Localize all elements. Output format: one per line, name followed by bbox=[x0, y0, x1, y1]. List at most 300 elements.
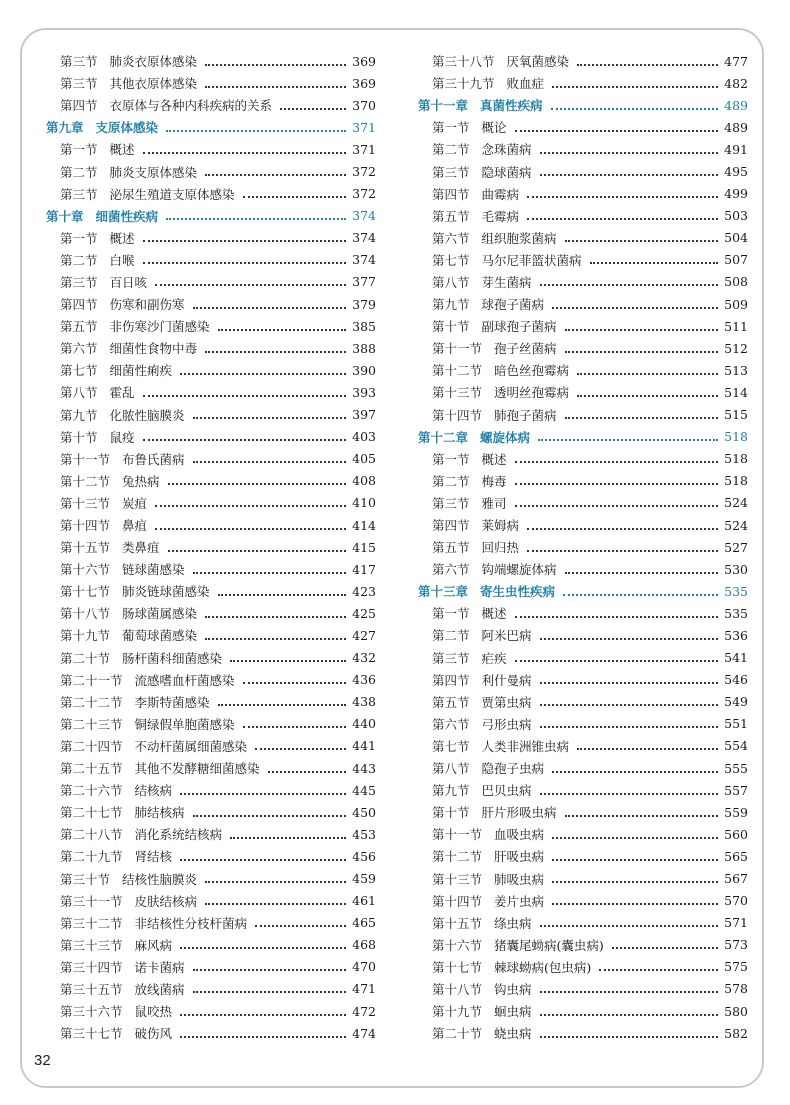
toc-entry-label: 第七节 bbox=[432, 738, 470, 754]
toc-entry-page: 503 bbox=[724, 208, 748, 224]
leader-dots bbox=[527, 527, 718, 530]
toc-section-entry[interactable] bbox=[418, 205, 748, 227]
toc-entry-title: 鼠疫 bbox=[109, 429, 135, 445]
toc-entry-page: 582 bbox=[724, 1025, 748, 1041]
toc-entry-page: 388 bbox=[352, 340, 376, 356]
toc-section-entry[interactable] bbox=[46, 978, 376, 1000]
toc-section-entry[interactable] bbox=[46, 359, 376, 381]
toc-entry-label: 第二十九节 bbox=[60, 849, 123, 865]
toc-entry-title: 链球菌感染 bbox=[122, 562, 185, 578]
toc-entry-page: 549 bbox=[724, 694, 748, 710]
toc-entry-title: 蛔虫病 bbox=[494, 1004, 532, 1020]
toc-entry-page: 374 bbox=[352, 230, 376, 246]
toc-entry-title: 肺炎衣原体感染 bbox=[109, 54, 198, 70]
toc-entry-page: 518 bbox=[724, 473, 748, 489]
toc-entry-title: 巴贝虫病 bbox=[481, 783, 532, 799]
toc-entry-page: 385 bbox=[352, 318, 376, 334]
toc-entry-title: 疟疾 bbox=[481, 650, 507, 666]
toc-entry-page: 499 bbox=[724, 186, 748, 202]
toc-section-entry[interactable] bbox=[418, 72, 748, 94]
toc-section-entry[interactable] bbox=[418, 227, 748, 249]
toc-section-entry[interactable] bbox=[46, 779, 376, 801]
toc-entry-title: 非结核性分枝杆菌病 bbox=[134, 915, 248, 931]
toc-entry-label: 第五节 bbox=[432, 540, 470, 556]
toc-chapter-entry[interactable] bbox=[418, 94, 748, 116]
toc-entry-page: 459 bbox=[352, 871, 376, 887]
leader-dots bbox=[540, 924, 718, 927]
toc-entry-label: 第十九节 bbox=[60, 628, 111, 644]
toc-section-entry[interactable] bbox=[46, 337, 376, 359]
toc-entry-title: 其他不发酵糖细菌感染 bbox=[134, 761, 260, 777]
toc-entry-label: 第一节 bbox=[60, 142, 98, 158]
toc-entry-page: 377 bbox=[352, 274, 376, 290]
leader-dots bbox=[205, 902, 346, 905]
toc-entry-title: 概论 bbox=[481, 120, 507, 136]
toc-entry-title: 概述 bbox=[481, 606, 507, 622]
toc-entry-title: 诺卡菌病 bbox=[134, 959, 185, 975]
toc-section-entry[interactable] bbox=[46, 293, 376, 315]
leader-dots bbox=[143, 261, 346, 264]
toc-section-entry[interactable] bbox=[46, 691, 376, 713]
leader-dots bbox=[193, 571, 346, 574]
leader-dots bbox=[563, 593, 718, 596]
toc-entry-title: 梅毒 bbox=[481, 473, 507, 489]
toc-entry-page: 524 bbox=[724, 517, 748, 533]
toc-entry-title: 细菌性食物中毒 bbox=[109, 341, 198, 357]
toc-entry-label: 第十八节 bbox=[432, 981, 483, 997]
leader-dots bbox=[230, 659, 346, 662]
toc-entry-page: 489 bbox=[724, 119, 748, 135]
toc-entry-label: 第十五节 bbox=[432, 915, 483, 931]
toc-entry-page: 436 bbox=[352, 672, 376, 688]
toc-entry-title: 肝吸虫病 bbox=[494, 849, 545, 865]
toc-entry-title: 兔热病 bbox=[122, 473, 160, 489]
toc-entry-title: 真菌性疾病 bbox=[480, 98, 543, 114]
toc-entry-page: 565 bbox=[724, 848, 748, 864]
toc-entry-page: 511 bbox=[724, 318, 748, 334]
toc-entry-title: 钩虫病 bbox=[494, 981, 532, 997]
toc-section-entry[interactable] bbox=[46, 514, 376, 536]
toc-section-entry[interactable] bbox=[46, 558, 376, 580]
toc-entry-label: 第二十五节 bbox=[60, 761, 123, 777]
toc-section-entry[interactable] bbox=[46, 602, 376, 624]
toc-entry-label: 第二十三节 bbox=[60, 716, 123, 732]
toc-entry-label: 第十三节 bbox=[432, 871, 483, 887]
toc-section-entry[interactable] bbox=[418, 249, 748, 271]
toc-section-entry[interactable] bbox=[418, 404, 748, 426]
toc-entry-title: 破伤风 bbox=[134, 1026, 173, 1042]
toc-entry-title: 皮肤结核病 bbox=[134, 893, 198, 909]
toc-entry-label: 第六节 bbox=[432, 230, 470, 246]
toc-entry-title: 细菌性疾病 bbox=[95, 208, 159, 224]
toc-section-entry[interactable] bbox=[46, 448, 376, 470]
toc-entry-title: 结核性脑膜炎 bbox=[122, 871, 198, 887]
toc-section-entry[interactable] bbox=[46, 934, 376, 956]
toc-section-entry[interactable] bbox=[418, 536, 748, 558]
toc-entry-label: 第四节 bbox=[60, 297, 98, 313]
toc-section-entry[interactable] bbox=[46, 1000, 376, 1022]
toc-entry-label: 第十九节 bbox=[432, 1004, 483, 1020]
toc-section-entry[interactable] bbox=[418, 845, 748, 867]
toc-section-entry[interactable] bbox=[418, 757, 748, 779]
toc-section-entry[interactable] bbox=[418, 381, 748, 403]
toc-entry-label: 第十节 bbox=[432, 805, 470, 821]
toc-section-entry[interactable] bbox=[418, 647, 748, 669]
toc-entry-label: 第二节 bbox=[60, 164, 98, 180]
toc-entry-label: 第十五节 bbox=[60, 540, 111, 556]
toc-section-entry[interactable] bbox=[418, 978, 748, 1000]
leader-dots bbox=[515, 129, 718, 132]
toc-section-entry[interactable] bbox=[46, 72, 376, 94]
toc-section-entry[interactable] bbox=[46, 138, 376, 160]
leader-dots bbox=[540, 1035, 718, 1038]
toc-entry-label: 第三节 bbox=[432, 495, 470, 511]
toc-entry-title: 雅司 bbox=[481, 495, 507, 511]
toc-entry-label: 第一节 bbox=[432, 451, 470, 467]
toc-section-entry[interactable] bbox=[418, 912, 748, 934]
toc-chapter-entry[interactable] bbox=[46, 116, 376, 138]
toc-entry-page: 575 bbox=[724, 959, 748, 975]
toc-entry-title: 螺旋体病 bbox=[480, 429, 531, 445]
toc-entry-label: 第三十七节 bbox=[60, 1026, 123, 1042]
leader-dots bbox=[155, 283, 346, 286]
leader-dots bbox=[552, 902, 718, 905]
toc-entry-page: 491 bbox=[724, 141, 748, 157]
toc-entry-page: 470 bbox=[352, 959, 376, 975]
toc-entry-title: 猪囊尾蚴病(囊虫病) bbox=[494, 937, 604, 953]
toc-section-entry[interactable] bbox=[46, 160, 376, 182]
toc-section-entry[interactable] bbox=[46, 801, 376, 823]
toc-section-entry[interactable] bbox=[418, 315, 748, 337]
toc-section-entry[interactable] bbox=[46, 315, 376, 337]
toc-entry-label: 第八节 bbox=[432, 274, 470, 290]
toc-entry-label: 第三十二节 bbox=[60, 915, 123, 931]
toc-entry-page: 371 bbox=[352, 141, 376, 157]
leader-dots bbox=[180, 792, 346, 795]
leader-dots bbox=[180, 372, 346, 375]
toc-entry-label: 第三十八节 bbox=[432, 54, 495, 70]
toc-entry-label: 第九节 bbox=[60, 407, 98, 423]
leader-dots bbox=[193, 990, 346, 993]
leader-dots bbox=[143, 239, 346, 242]
leader-dots bbox=[527, 549, 718, 552]
toc-entry-title: 肝片形吸虫病 bbox=[481, 805, 557, 821]
toc-entry-page: 461 bbox=[352, 893, 376, 909]
toc-entry-page: 495 bbox=[724, 164, 748, 180]
toc-entry-label: 第十二节 bbox=[432, 363, 483, 379]
toc-entry-page: 513 bbox=[724, 362, 748, 378]
leader-dots bbox=[552, 770, 718, 773]
toc-section-entry[interactable] bbox=[46, 845, 376, 867]
toc-entry-page: 379 bbox=[352, 296, 376, 312]
toc-section-entry[interactable] bbox=[46, 470, 376, 492]
toc-entry-page: 571 bbox=[724, 915, 748, 931]
toc-section-entry[interactable] bbox=[418, 801, 748, 823]
toc-entry-title: 透明丝孢霉病 bbox=[494, 385, 570, 401]
toc-entry-title: 莱姆病 bbox=[481, 518, 520, 534]
toc-entry-title: 人类非洲锥虫病 bbox=[481, 738, 570, 754]
toc-entry-page: 578 bbox=[724, 981, 748, 997]
toc-entry-label: 第二节 bbox=[432, 628, 470, 644]
toc-entry-title: 细菌性痢疾 bbox=[109, 363, 173, 379]
toc-entry-title: 球孢子菌病 bbox=[481, 297, 545, 313]
toc-entry-page: 427 bbox=[352, 627, 376, 643]
toc-entry-title: 葡萄球菌感染 bbox=[122, 628, 198, 644]
toc-entry-title: 流感嗜血杆菌感染 bbox=[134, 672, 235, 688]
toc-section-entry[interactable] bbox=[418, 492, 748, 514]
toc-entry-page: 372 bbox=[352, 186, 376, 202]
toc-entry-label: 第九章 bbox=[46, 120, 84, 136]
leader-dots bbox=[143, 151, 346, 154]
toc-section-entry[interactable] bbox=[46, 50, 376, 72]
toc-section-entry[interactable] bbox=[418, 448, 748, 470]
leader-dots bbox=[540, 151, 718, 154]
toc-entry-label: 第三十九节 bbox=[432, 76, 495, 92]
toc-section-entry[interactable] bbox=[46, 890, 376, 912]
leader-dots bbox=[515, 460, 718, 463]
toc-section-entry[interactable] bbox=[418, 890, 748, 912]
toc-entry-page: 567 bbox=[724, 871, 748, 887]
toc-entry-label: 第十一章 bbox=[418, 98, 469, 114]
toc-entry-page: 514 bbox=[724, 384, 748, 400]
toc-entry-page: 450 bbox=[352, 804, 376, 820]
toc-section-entry[interactable] bbox=[46, 580, 376, 602]
toc-entry-label: 第三节 bbox=[432, 650, 470, 666]
toc-entry-title: 曲霉病 bbox=[481, 186, 520, 202]
toc-entry-title: 贾第虫病 bbox=[481, 694, 532, 710]
leader-dots bbox=[540, 703, 718, 706]
toc-section-entry[interactable] bbox=[418, 934, 748, 956]
toc-entry-label: 第十节 bbox=[60, 429, 98, 445]
toc-entry-page: 456 bbox=[352, 848, 376, 864]
toc-entry-title: 隐孢子虫病 bbox=[481, 761, 545, 777]
toc-section-entry[interactable] bbox=[46, 536, 376, 558]
toc-entry-page: 489 bbox=[724, 97, 748, 113]
toc-entry-title: 炭疽 bbox=[122, 495, 148, 511]
toc-entry-label: 第三节 bbox=[60, 274, 98, 290]
toc-entry-title: 肺结核病 bbox=[134, 805, 185, 821]
toc-entry-page: 527 bbox=[724, 539, 748, 555]
leader-dots bbox=[143, 394, 346, 397]
toc-section-entry[interactable] bbox=[418, 514, 748, 536]
toc-section-entry[interactable] bbox=[418, 160, 748, 182]
toc-entry-label: 第一节 bbox=[432, 120, 470, 136]
toc-entry-label: 第六节 bbox=[432, 716, 470, 732]
toc-section-entry[interactable] bbox=[418, 1022, 748, 1044]
toc-entry-label: 第三十六节 bbox=[60, 1004, 123, 1020]
toc-entry-page: 410 bbox=[352, 495, 376, 511]
toc-section-entry[interactable] bbox=[418, 735, 748, 757]
leader-dots bbox=[155, 504, 346, 507]
toc-entry-page: 415 bbox=[352, 539, 376, 555]
leader-dots bbox=[565, 328, 718, 331]
toc-section-entry[interactable] bbox=[46, 381, 376, 403]
leader-dots bbox=[540, 1013, 718, 1016]
toc-entry-title: 肠杆菌科细菌感染 bbox=[122, 650, 223, 666]
toc-section-entry[interactable] bbox=[418, 669, 748, 691]
toc-chapter-entry[interactable] bbox=[418, 580, 748, 602]
toc-section-entry[interactable] bbox=[46, 624, 376, 646]
toc-section-entry[interactable] bbox=[46, 404, 376, 426]
leader-dots bbox=[540, 637, 718, 640]
toc-entry-label: 第七节 bbox=[432, 252, 470, 268]
leader-dots bbox=[540, 681, 718, 684]
toc-section-entry[interactable] bbox=[46, 647, 376, 669]
leader-dots bbox=[565, 416, 718, 419]
leader-dots bbox=[515, 659, 718, 662]
toc-entry-label: 第十六节 bbox=[60, 562, 111, 578]
toc-entry-title: 暗色丝孢霉病 bbox=[494, 363, 570, 379]
toc-section-entry[interactable] bbox=[46, 183, 376, 205]
toc-section-entry[interactable] bbox=[46, 271, 376, 293]
toc-entry-title: 肺吸虫病 bbox=[494, 871, 545, 887]
toc-entry-title: 泌尿生殖道支原体感染 bbox=[109, 186, 235, 202]
toc-entry-page: 371 bbox=[352, 119, 376, 135]
toc-entry-page: 432 bbox=[352, 650, 376, 666]
leader-dots bbox=[193, 814, 346, 817]
toc-entry-label: 第一节 bbox=[432, 606, 470, 622]
toc-chapter-entry[interactable] bbox=[418, 426, 748, 448]
toc-entry-page: 423 bbox=[352, 583, 376, 599]
toc-chapter-entry[interactable] bbox=[46, 205, 376, 227]
toc-entry-page: 482 bbox=[724, 75, 748, 91]
toc-entry-title: 姜片虫病 bbox=[494, 893, 545, 909]
leader-dots bbox=[612, 946, 718, 949]
toc-entry-label: 第十二节 bbox=[60, 473, 111, 489]
toc-entry-title: 白喉 bbox=[109, 252, 135, 268]
toc-entry-page: 477 bbox=[724, 53, 748, 69]
toc-entry-label: 第十三章 bbox=[418, 584, 469, 600]
toc-section-entry[interactable] bbox=[46, 867, 376, 889]
toc-section-entry[interactable] bbox=[46, 823, 376, 845]
toc-entry-label: 第二十节 bbox=[60, 650, 111, 666]
toc-entry-title: 化脓性脑膜炎 bbox=[109, 407, 185, 423]
toc-entry-title: 隐球菌病 bbox=[481, 164, 532, 180]
toc-section-entry[interactable] bbox=[418, 116, 748, 138]
toc-entry-title: 百日咳 bbox=[109, 274, 148, 290]
toc-section-entry[interactable] bbox=[46, 426, 376, 448]
toc-entry-label: 第九节 bbox=[432, 297, 470, 313]
toc-entry-label: 第十七节 bbox=[60, 584, 111, 600]
toc-entry-title: 麻风病 bbox=[134, 937, 173, 953]
toc-section-entry[interactable] bbox=[46, 912, 376, 934]
toc-entry-title: 孢子丝菌病 bbox=[494, 341, 557, 357]
toc-section-entry[interactable] bbox=[418, 271, 748, 293]
toc-section-entry[interactable] bbox=[418, 713, 748, 735]
leader-dots bbox=[527, 217, 718, 220]
toc-section-entry[interactable] bbox=[46, 227, 376, 249]
leader-dots bbox=[540, 990, 718, 993]
toc-entry-page: 535 bbox=[724, 583, 748, 599]
toc-entry-label: 第二十四节 bbox=[60, 738, 123, 754]
leader-dots bbox=[599, 968, 718, 971]
toc-entry-page: 530 bbox=[724, 561, 748, 577]
toc-entry-label: 第五节 bbox=[432, 208, 470, 224]
toc-section-entry[interactable] bbox=[418, 138, 748, 160]
toc-section-entry[interactable] bbox=[46, 735, 376, 757]
toc-entry-label: 第十四节 bbox=[60, 518, 111, 534]
leader-dots bbox=[166, 129, 346, 132]
leader-dots bbox=[193, 968, 346, 971]
toc-entry-page: 369 bbox=[352, 53, 376, 69]
toc-entry-title: 放线菌病 bbox=[134, 981, 185, 997]
toc-section-entry[interactable] bbox=[418, 779, 748, 801]
toc-section-entry[interactable] bbox=[46, 757, 376, 779]
toc-section-entry[interactable] bbox=[418, 823, 748, 845]
toc-entry-title: 不动杆菌属细菌感染 bbox=[134, 738, 248, 754]
toc-section-entry[interactable] bbox=[46, 956, 376, 978]
toc-entry-label: 第五节 bbox=[60, 319, 98, 335]
leader-dots bbox=[552, 880, 718, 883]
toc-section-entry[interactable] bbox=[418, 50, 748, 72]
toc-section-entry[interactable] bbox=[46, 669, 376, 691]
leader-dots bbox=[205, 85, 346, 88]
toc-entry-label: 第八节 bbox=[432, 761, 470, 777]
leader-dots bbox=[527, 195, 718, 198]
toc-section-entry[interactable] bbox=[418, 624, 748, 646]
toc-section-entry[interactable] bbox=[46, 713, 376, 735]
toc-entry-title: 其他衣原体感染 bbox=[109, 76, 198, 92]
toc-section-entry[interactable] bbox=[418, 293, 748, 315]
toc-entry-label: 第二十七节 bbox=[60, 805, 123, 821]
toc-entry-title: 回归热 bbox=[481, 540, 520, 556]
leader-dots bbox=[193, 416, 346, 419]
toc-right-column bbox=[418, 50, 748, 1044]
leader-dots bbox=[565, 571, 718, 574]
leader-dots bbox=[540, 792, 718, 795]
toc-section-entry[interactable] bbox=[418, 602, 748, 624]
toc-section-entry[interactable] bbox=[418, 183, 748, 205]
toc-section-entry[interactable] bbox=[46, 249, 376, 271]
toc-section-entry[interactable] bbox=[46, 1022, 376, 1044]
toc-section-entry[interactable] bbox=[418, 1000, 748, 1022]
toc-section-entry[interactable] bbox=[418, 359, 748, 381]
toc-entry-title: 鼻疽 bbox=[122, 518, 148, 534]
leader-dots bbox=[193, 306, 346, 309]
leader-dots bbox=[205, 637, 346, 640]
toc-section-entry[interactable] bbox=[418, 956, 748, 978]
toc-entry-label: 第三十四节 bbox=[60, 959, 123, 975]
toc-entry-title: 李斯特菌感染 bbox=[134, 694, 210, 710]
toc-entry-title: 鼠咬热 bbox=[134, 1004, 173, 1020]
toc-entry-label: 第七节 bbox=[60, 363, 98, 379]
toc-entry-label: 第十四节 bbox=[432, 407, 483, 423]
page-number: 32 bbox=[34, 1052, 51, 1069]
toc-entry-label: 第十三节 bbox=[60, 495, 111, 511]
toc-section-entry[interactable] bbox=[46, 94, 376, 116]
toc-entry-page: 541 bbox=[724, 650, 748, 666]
toc-section-entry[interactable] bbox=[418, 867, 748, 889]
toc-section-entry[interactable] bbox=[418, 558, 748, 580]
leader-dots bbox=[577, 63, 718, 66]
toc-entry-page: 425 bbox=[352, 605, 376, 621]
toc-section-entry[interactable] bbox=[418, 337, 748, 359]
toc-section-entry[interactable] bbox=[418, 691, 748, 713]
toc-entry-page: 560 bbox=[724, 826, 748, 842]
toc-entry-label: 第四节 bbox=[432, 672, 470, 688]
leader-dots bbox=[168, 549, 346, 552]
leader-dots bbox=[590, 261, 718, 264]
toc-entry-page: 471 bbox=[352, 981, 376, 997]
toc-entry-title: 霍乱 bbox=[109, 385, 135, 401]
toc-entry-label: 第三十节 bbox=[60, 871, 111, 887]
toc-entry-title: 弓形虫病 bbox=[481, 716, 532, 732]
toc-entry-label: 第十节 bbox=[432, 319, 470, 335]
toc-section-entry[interactable] bbox=[418, 470, 748, 492]
toc-section-entry[interactable] bbox=[46, 492, 376, 514]
toc-entry-label: 第二十六节 bbox=[60, 783, 123, 799]
leader-dots bbox=[538, 438, 718, 441]
